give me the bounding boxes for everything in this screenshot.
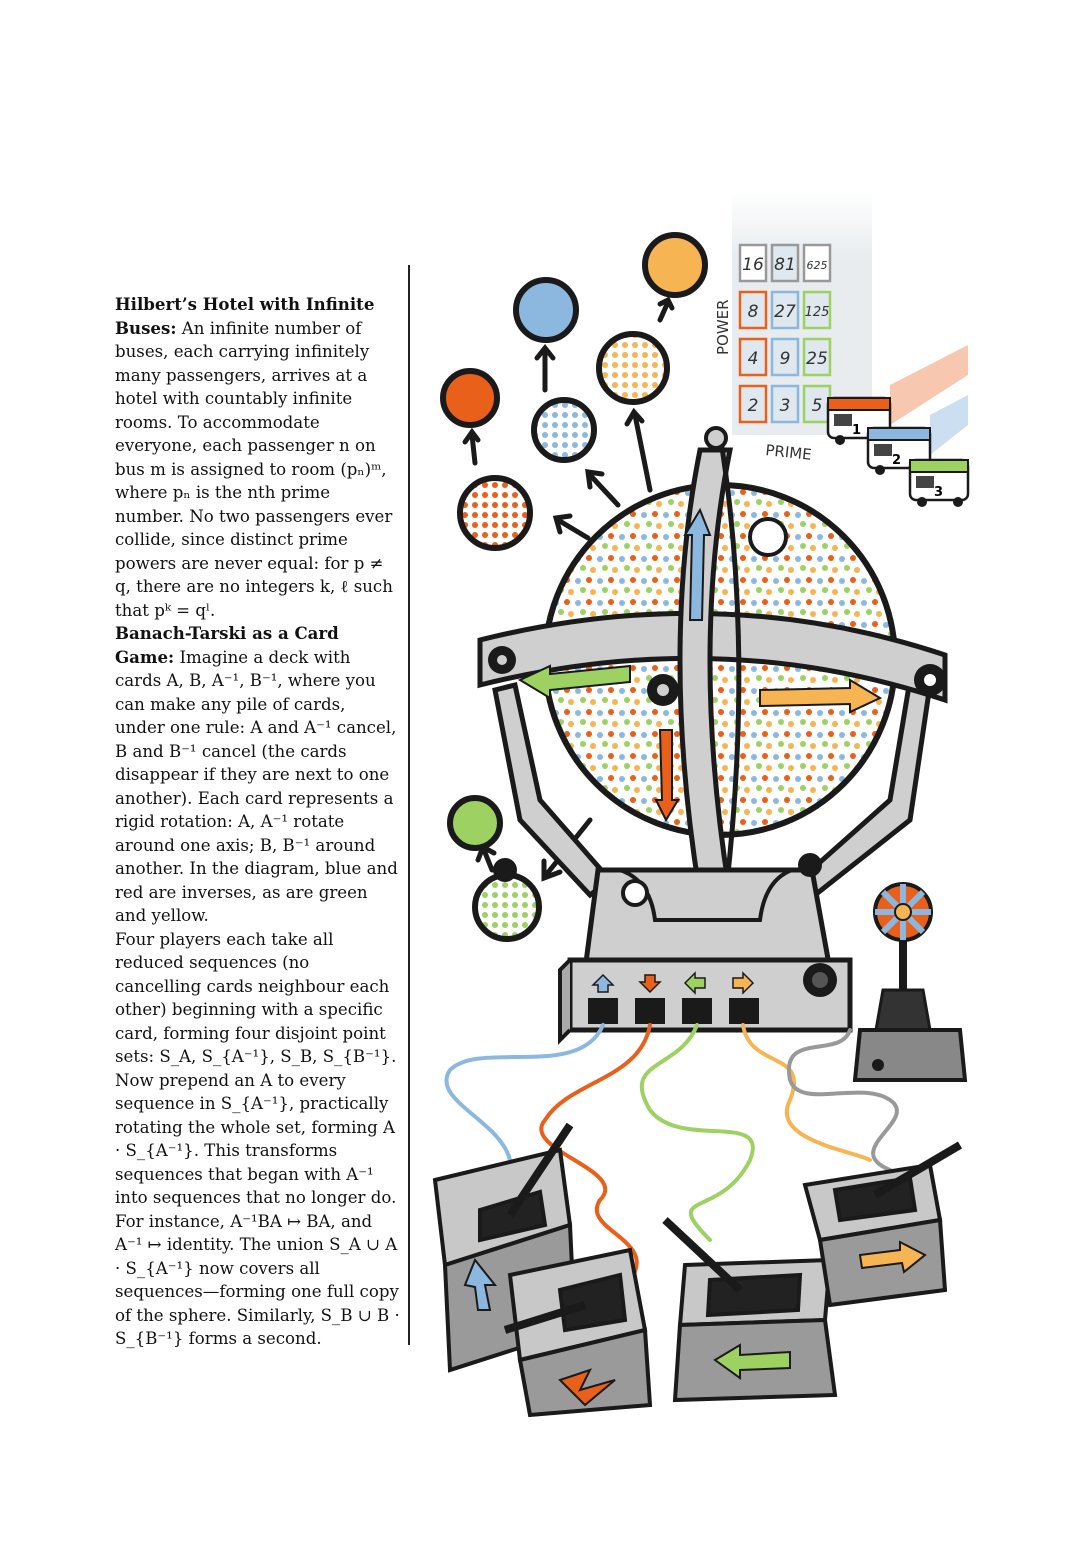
section-heading: Hilbert’s Hotel with Infinite Buses: (115, 294, 375, 338)
room-number: 27 (774, 302, 796, 322)
paragraph: Four players each take all reduced sequences (no cancelling cards neighbour each other) beginning with a specific card, forming four disjoint point sets: S_A, S_{A⁻¹}, S_B, S_{B⁻¹}. (115, 929, 397, 1066)
dotted-ball (475, 875, 539, 939)
room-number: 81 (774, 255, 796, 275)
banach-tarski-machine (480, 428, 946, 1040)
room-number: 25 (806, 349, 828, 369)
controller[interactable] (505, 1250, 650, 1415)
room-number: 16 (742, 255, 764, 275)
section-hilbert (115, 293, 400, 622)
room-number: 4 (747, 349, 759, 369)
solid-ball (516, 280, 576, 340)
room-number: 625 (806, 259, 828, 272)
bus-number: 3 (934, 485, 944, 500)
room-number: 8 (747, 302, 759, 322)
illustration (420, 180, 980, 1420)
dotted-ball (534, 400, 594, 460)
controller[interactable] (665, 1220, 835, 1400)
controller[interactable] (805, 1145, 960, 1305)
section-body: An infinite number of buses, each carrying infinitely many passengers, arrives at a hotel with countably infinite rooms. To accommodate everyone, each passenger n on bus m is assigned to room (pₙ)ᵐ, where pₙ is the nth prime number. No two passengers ever collide, since distinct prime powers are never equal: for p ≠ q, there are no integers k, ℓ such that pᵏ = qˡ. (115, 318, 393, 620)
section-heading: Banach-Tarski as a Card Game: (115, 623, 339, 667)
text-column (115, 293, 400, 1351)
power-axis-label: POWER (714, 299, 732, 355)
section-banach-tarski (115, 622, 400, 928)
bus-number: 2 (892, 453, 902, 468)
dotted-ball (599, 334, 667, 402)
section-body: Imagine a deck with cards A, B, A⁻¹, B⁻¹, where you can make any pile of cards, under one rule: A and A⁻¹ cancel, B and B⁻¹ cancel (the cards disappear if they are next to one another). Each card represents a rigid rotation: A, A⁻¹ rotate around one axis; B, B⁻¹ around another. In the diagram, blue and red are inverses, as are green and yellow. (115, 647, 398, 925)
room-number: 125 (804, 305, 830, 320)
room-number: 5 (811, 396, 823, 416)
paragraph: Now prepend an A to every sequence in S_{A⁻¹}, practically rotating the whole set, forming A · S_{A⁻¹}. This transforms sequences that began with A⁻¹ into sequences that no longer do. For instance, A⁻¹BA ↦ BA, and A⁻¹ ↦ identity. The union S_A ∪ A · S_{A⁻¹} now covers all sequences—forming one full copy of the sphere. Similarly, S_B ∪ B · S_{B⁻¹} forms a second. (115, 1070, 400, 1348)
bus-number: 1 (852, 423, 862, 438)
room-number: 2 (747, 396, 759, 416)
column-divider (408, 265, 410, 1345)
hilbert-hotel (714, 190, 968, 507)
bus (910, 460, 968, 507)
solid-ball (443, 371, 497, 425)
room-number: 9 (779, 349, 791, 369)
room-number: 3 (779, 396, 791, 416)
dotted-ball (460, 478, 530, 548)
prime-axis-label: PRIME (764, 441, 813, 464)
joystick[interactable] (855, 884, 965, 1080)
solid-ball (645, 235, 705, 295)
solid-ball (450, 798, 500, 848)
